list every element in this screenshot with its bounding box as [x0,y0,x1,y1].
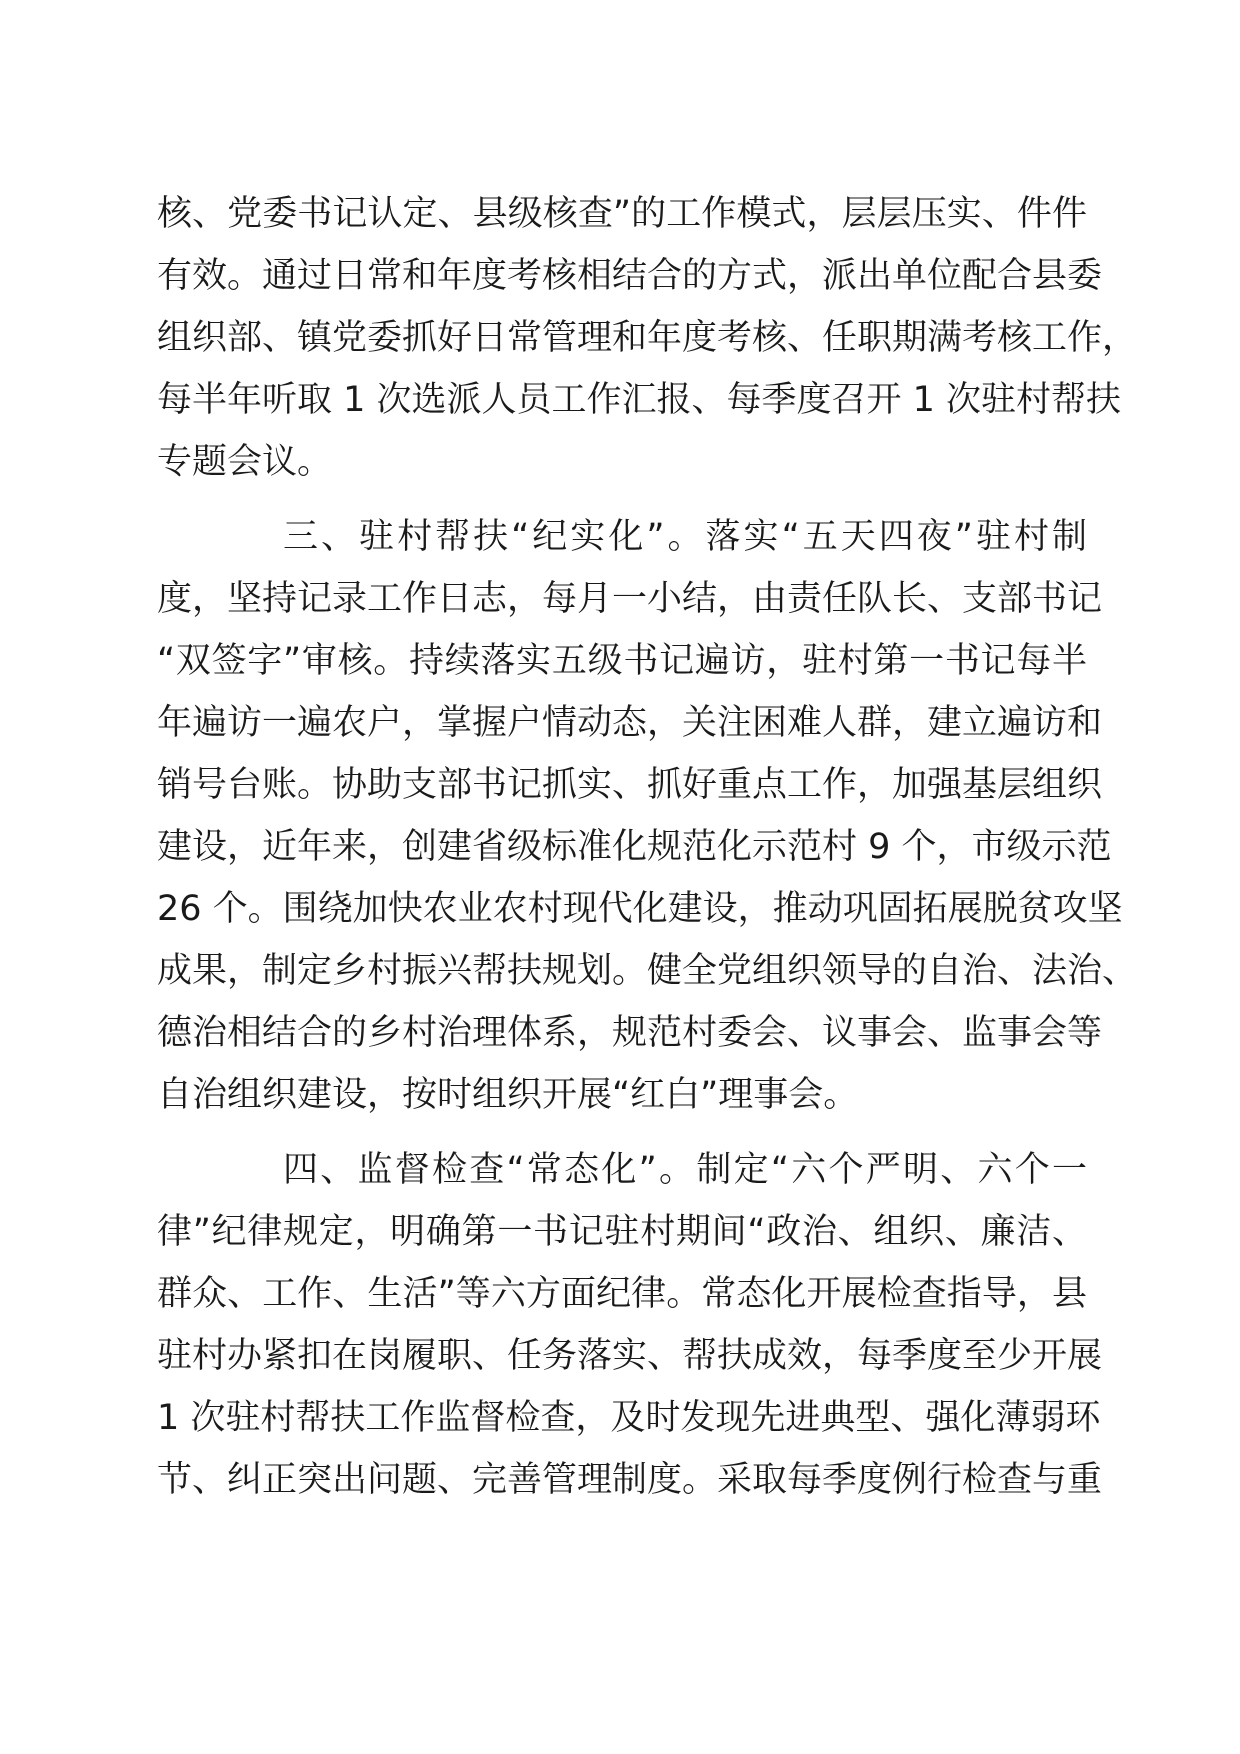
text-line: 驻村办紧扣在岗履职、任务落实、帮扶成效，每季度至少开展 [157,1336,1103,1376]
text-line: 年遍访一遍农户，掌握户情动态，关注困难人群，建立遍访和 [157,703,1103,743]
text-line: 专题会议。 [157,442,333,482]
text-line: 自治组织建设，按时组织开展“红白”理事会。 [157,1075,859,1115]
section-heading-line: 三、驻村帮扶“纪实化”。落实“五天四夜”驻村制 [283,517,1087,557]
text-line: 群众、工作、生活”等六方面纪律。常态化开展检查指导，县 [157,1274,1087,1314]
text-line: 德治相结合的乡村治理体系，规范村委会、议事会、监事会等 [157,1013,1103,1053]
text-line: 度，坚持记录工作日志，每月一小结，由责任队长、支部书记 [157,579,1103,619]
text-line: 1 次驻村帮扶工作监督检查，及时发现先进典型、强化薄弱环 [157,1398,1101,1438]
text-line: 组织部、镇党委抓好日常管理和年度考核、任职期满考核工作， [157,318,1138,358]
section-heading-line: 四、监督检查“常态化”。制定“六个严明、六个一 [283,1150,1087,1190]
text-line: 每半年听取 1 次选派人员工作汇报、每季度召开 1 次驻村帮扶 [157,380,1122,420]
text-line: 律”纪律规定，明确第一书记驻村期间“政治、组织、廉洁、 [157,1212,1087,1252]
text-line: 核、党委书记认定、县级核查”的工作模式，层层压实、件件 [157,194,1087,234]
text-line: 26 个。围绕加快农业农村现代化建设，推动巩固拓展脱贫攻坚 [157,889,1123,929]
text-line: 节、纠正突出问题、完善管理制度。采取每季度例行检查与重 [157,1460,1103,1500]
text-line: 有效。通过日常和年度考核相结合的方式，派出单位配合县委 [157,256,1103,296]
text-line: “双签字”审核。持续落实五级书记遍访，驻村第一书记每半 [157,641,1087,681]
text-line: 成果，制定乡村振兴帮扶规划。健全党组织领导的自治、法治、 [157,951,1138,991]
text-line: 销号台账。协助支部书记抓实、抓好重点工作，加强基层组织 [157,765,1103,805]
text-line: 建设，近年来，创建省级标准化规范化示范村 9 个，市级示范 [157,827,1112,867]
